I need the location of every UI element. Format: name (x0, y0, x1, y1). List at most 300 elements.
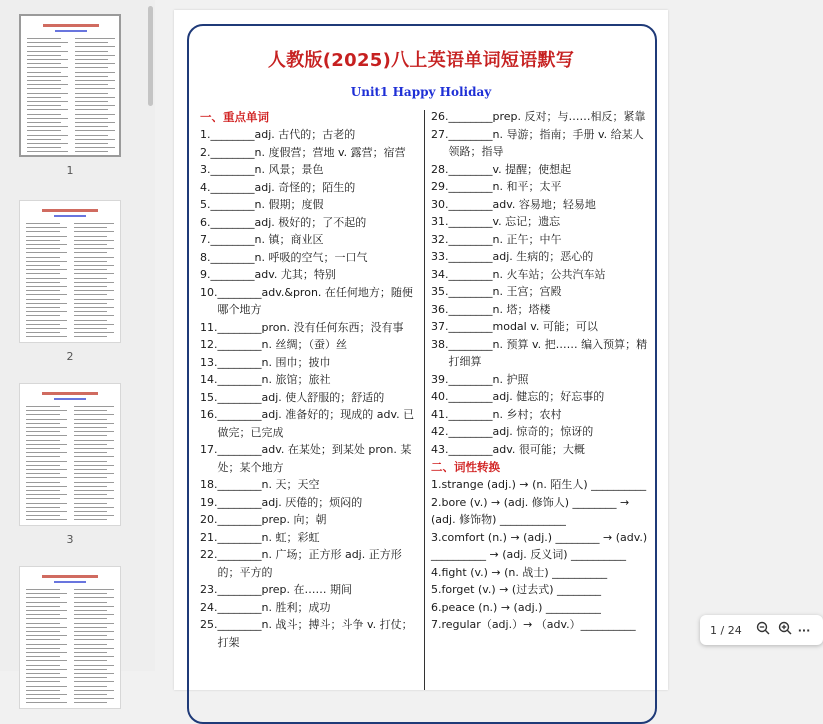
vocab-item-text: ________n. 战斗；搏斗；斗争 v. 打仗；打架 (217, 618, 413, 649)
thumbnail-text-line (74, 290, 114, 291)
vocab-item-number: 1. (200, 128, 211, 141)
thumbnail-text-line (74, 593, 107, 594)
vocab-item-number: 16. (200, 408, 218, 421)
vocab-item-number: 5. (200, 198, 211, 211)
thumbnail-text-line (74, 231, 114, 232)
page-thumbnail[interactable] (19, 383, 121, 546)
thumbnail-page-number: 1 (66, 164, 74, 177)
vocab-item-number: 41. (431, 407, 449, 421)
vocab-item-number: 21. (200, 530, 218, 544)
vocab-item-number: 37. (431, 320, 449, 333)
vocab-item-text: ________n. 预算 v. 把…… 编入预算；精打细算 (448, 337, 648, 368)
page-indicator: 1 / 24 (710, 623, 742, 637)
thumbnail-text-line (74, 660, 107, 661)
word-form-item: 1.strange (adj.) → (n. 陌生人) __________ (431, 478, 647, 491)
thumbnail-text-line (26, 231, 60, 232)
vocab-item-number: 19. (200, 495, 218, 509)
thumbnail-text-line (75, 46, 115, 47)
vocab-item-number: 28. (431, 162, 449, 176)
vocab-item-number: 15. (200, 390, 218, 404)
vocab-item (431, 423, 649, 441)
vocab-item-text: ________n. 假期；度假 (210, 198, 324, 211)
thumbnail-text-line (74, 328, 107, 329)
vocab-item-text: ________n. 胜利；成功 (217, 600, 331, 614)
vocab-item-text: ________modal v. 可能；可以 (448, 320, 598, 333)
vocab-item-text: ________adj. 使人舒服的；舒适的 (217, 390, 385, 404)
thumbnail-text-line (74, 618, 107, 619)
thumbnail-text-line (74, 307, 114, 308)
thumbnail-text-line (26, 282, 60, 283)
thumbnail-text-line (26, 473, 60, 474)
thumbnail-text-line (74, 694, 107, 695)
thumbnail-text-line (74, 631, 114, 632)
thumbnail-text-line (27, 55, 61, 56)
vocab-item (431, 266, 649, 284)
thumbnail-text-line (26, 311, 67, 312)
vocab-item (431, 126, 649, 161)
right-column (431, 108, 649, 634)
thumbnail-text-line (26, 673, 60, 674)
thumbnail-text-line (74, 444, 107, 445)
thumbnail-text-line (75, 143, 108, 144)
vocab-item (431, 388, 649, 406)
vocab-item-text: ________n. 塔；塔楼 (448, 302, 551, 316)
word-form-item: 2.bore (v.) → (adj. 修饰人) ________ → (adj. 修饰物) ____________ (431, 495, 630, 526)
vocab-item (200, 441, 420, 476)
vocab-item (200, 126, 420, 144)
thumbnail-text-line (26, 593, 67, 594)
thumbnail-text-line (27, 114, 61, 115)
thumbnail-text-line (74, 507, 114, 508)
thumbnail-text-line (27, 130, 61, 131)
thumbnail-text-line (26, 614, 60, 615)
thumbnail-text-line (74, 519, 107, 520)
zoom-in-icon[interactable] (774, 621, 796, 639)
vocab-item-number: 23. (200, 583, 218, 596)
thumbnail-text-line (26, 677, 67, 678)
vocab-item (431, 336, 649, 371)
thumbnail-text-line (26, 315, 60, 316)
thumbnail-text-line (26, 486, 67, 487)
vocab-item (431, 108, 649, 126)
thumbnail-text-line (74, 427, 107, 428)
vocab-item-text: ________v. 提醒；使想起 (448, 162, 572, 176)
thumbnail-text-line (26, 257, 60, 258)
thumbnail-text-line (26, 660, 67, 661)
thumbnail-text-line (26, 307, 60, 308)
thumbnail-subtitle-line (54, 215, 86, 217)
thumbnail-text-line (75, 147, 115, 148)
thumbnail-text-line (74, 494, 107, 495)
vocab-item-text: ________adv. 容易地；轻易地 (448, 197, 596, 211)
zoom-out-icon[interactable] (752, 621, 774, 639)
thumbnail-text-line (26, 265, 60, 266)
document-page (174, 10, 668, 690)
vocab-item-text: ________n. 乡村；农村 (448, 407, 562, 421)
thumbnail-text-line (74, 623, 114, 624)
thumbnail-text-line (26, 498, 60, 499)
page-thumbnail[interactable] (19, 200, 121, 363)
thumbnail-text-line (26, 423, 60, 424)
thumbnail-text-line (27, 147, 61, 148)
thumbnail-text-line (27, 126, 68, 127)
vocab-item-number: 35. (431, 285, 449, 298)
thumbnail-text-line (75, 118, 108, 119)
document-viewer (155, 0, 811, 671)
thumbnail-subtitle-line (54, 398, 86, 400)
thumbnail-text-line (75, 151, 108, 152)
thumbnail-text-line (26, 681, 60, 682)
thumbnail-text-line (26, 589, 60, 590)
vocab-item-text: ________n. 广场；正方形 adj. 正方形的；平方的 (217, 548, 402, 579)
thumbnail-text-line (26, 406, 60, 407)
thumbnail-text-line (74, 410, 107, 411)
vocab-item-number: 20. (200, 513, 218, 526)
vocab-item-number: 9. (200, 268, 211, 281)
thumbnail-title-line (42, 392, 98, 395)
vocab-item (200, 266, 420, 284)
vocab-item-number: 7. (200, 233, 211, 246)
vocab-item-number: 38. (431, 337, 449, 351)
vocab-item-text: ________adj. 健忘的；好忘事的 (448, 390, 605, 403)
thumbnail-text-line (74, 606, 114, 607)
thumbnail-text-line (75, 105, 115, 106)
vocab-item-text: ________n. 导游；指南；手册 v. 给某人领路；指导 (448, 127, 644, 158)
thumbnail-text-line (26, 328, 67, 329)
thumbnail-text-line (74, 465, 114, 466)
thumbnail-text-line (74, 669, 107, 670)
word-form-item: 7.regular（adj.）→ （adv.）__________ (431, 618, 636, 631)
thumbnail-text-line (27, 84, 68, 85)
thumbnail-text-line (26, 448, 60, 449)
vocab-item (200, 231, 420, 249)
thumbnail-text-line (27, 139, 61, 140)
thumbnail-text-line (74, 315, 114, 316)
thumbnail-text-line (75, 88, 115, 89)
vocab-item-number: 11. (200, 320, 218, 334)
vocab-item-number: 43. (431, 442, 449, 456)
thumbnail-text-line (26, 227, 67, 228)
thumbnail-text-line (26, 299, 60, 300)
thumbnail-text-line (27, 42, 68, 43)
thumbnail-text-line (74, 435, 107, 436)
thumbnail-subtitle-line (55, 30, 87, 32)
thumbnail-text-line (74, 627, 107, 628)
thumbnail-text-line (75, 130, 115, 131)
vocab-item (200, 144, 420, 162)
vocab-item (200, 196, 420, 214)
thumbnail-text-line (74, 477, 107, 478)
sidebar-scrollbar[interactable] (148, 6, 153, 106)
thumbnail-text-line (26, 303, 67, 304)
thumbnail-text-line (75, 84, 108, 85)
thumbnail-text-line (26, 444, 67, 445)
thumbnail-page-number: 2 (66, 350, 74, 363)
thumbnail-text-line (75, 135, 108, 136)
thumbnail-preview[interactable] (19, 200, 121, 343)
thumbnail-text-line (74, 635, 107, 636)
thumbnail-text-line (26, 648, 60, 649)
thumbnail-text-line (74, 223, 114, 224)
vocab-item-number: 25. (200, 618, 218, 631)
thumbnail-text-line (75, 67, 108, 68)
thumbnail-text-line (74, 469, 107, 470)
thumbnail-text-line (26, 606, 60, 607)
left-column (200, 108, 420, 651)
thumbnail-page-number: 3 (66, 533, 74, 546)
vocab-item (200, 179, 420, 197)
thumbnail-title-line (42, 575, 98, 578)
thumbnail-text-line (26, 440, 60, 441)
thumbnail-text-line (75, 93, 108, 94)
thumbnail-text-line (75, 55, 115, 56)
thumbnail-text-line (27, 38, 61, 39)
thumbnail-text-line (74, 448, 114, 449)
thumbnail-text-line (74, 269, 107, 270)
vocab-item (200, 581, 420, 599)
column-divider (424, 110, 425, 690)
thumbnail-text-line (27, 97, 61, 98)
vocab-item-text: ________adj. 准备好的；现成的 adv. 已做完；已完成 (217, 408, 415, 439)
vocab-item-text: ________adj. 生病的；恶心的 (448, 250, 594, 263)
vocab-item (200, 616, 420, 651)
thumbnail-text-line (74, 252, 107, 253)
thumbnail-text-line (75, 114, 115, 115)
vocab-item-text: ________n. 风景；景色 (210, 163, 324, 176)
word-form-item: 6.peace (n.) → (adj.) __________ (431, 600, 601, 614)
thumbnail-text-line (26, 427, 67, 428)
thumbnail-text-line (74, 320, 107, 321)
thumbnail-text-line (74, 440, 114, 441)
thumbnail-text-line (74, 511, 107, 512)
thumbnail-preview[interactable] (19, 383, 121, 526)
thumbnail-text-line (26, 336, 67, 337)
thumbnail-text-line (74, 294, 107, 295)
thumbnail-text-line (26, 431, 60, 432)
vocab-item (431, 301, 649, 319)
vocab-item-text: ________n. 天；天空 (217, 478, 320, 491)
thumbnail-text-line (74, 282, 114, 283)
vocab-item-text: ________adj. 奇怪的；陌生的 (210, 180, 356, 194)
thumbnail-text-line (75, 42, 108, 43)
thumbnail-text-line (26, 602, 67, 603)
thumbnail-text-line (74, 644, 107, 645)
vocab-item (431, 406, 649, 424)
thumbnail-title-line (43, 24, 99, 27)
thumbnail-text-line (75, 59, 108, 60)
thumbnail-text-line (26, 240, 60, 241)
vocab-item-number: 30. (431, 197, 449, 211)
thumbnail-text-line (74, 681, 114, 682)
thumbnail-text-line (74, 257, 114, 258)
vocab-item (200, 476, 420, 494)
thumbnail-text-line (74, 602, 107, 603)
thumbnail-text-line (27, 151, 68, 152)
thumbnail-text-line (26, 320, 67, 321)
vocab-item-number: 2. (200, 145, 211, 159)
thumbnail-text-line (75, 97, 115, 98)
thumbnail-text-line (26, 294, 67, 295)
unit-title: Unit1 Happy Holiday (350, 85, 492, 99)
thumbnail-text-line (27, 76, 68, 77)
thumbnail-text-line (74, 452, 107, 453)
thumbnail-text-line (26, 269, 67, 270)
thumbnail-text-line (27, 59, 68, 60)
vocab-item-number: 12. (200, 338, 218, 351)
vocab-item-text: ________n. 旅馆；旅社 (217, 373, 331, 386)
thumbnail-text-line (74, 423, 114, 424)
thumbnail-text-line (74, 227, 107, 228)
vocab-item-number: 36. (431, 302, 449, 316)
thumbnail-text-line (26, 477, 67, 478)
thumbnail-text-line (26, 461, 67, 462)
vocab-item (200, 161, 420, 179)
vocab-item (200, 389, 420, 407)
thumbnail-text-line (27, 88, 61, 89)
thumbnail-text-line (26, 652, 67, 653)
thumbnail-text-line (26, 507, 60, 508)
section-title-word-forms: 二、词性转换 (431, 460, 500, 474)
vocab-item-number: 3. (200, 163, 211, 176)
thumbnail-text-line (26, 635, 67, 636)
vocab-item-number: 6. (200, 215, 211, 229)
vocab-item (431, 213, 649, 231)
vocab-item-text: ________pron. 没有任何东西；没有事 (217, 320, 404, 334)
thumbnail-text-line (26, 686, 67, 687)
thumbnail-text-line (74, 648, 114, 649)
vocab-item (200, 354, 420, 372)
thumbnail-text-line (74, 677, 107, 678)
thumbnail-text-line (74, 336, 107, 337)
vocab-item-text: ________adv.&pron. 在任何地方；随便哪个地方 (217, 285, 413, 316)
thumbnail-text-line (26, 503, 67, 504)
thumbnail-text-line (26, 618, 67, 619)
word-form-item: 3.comfort (n.) → (adj.) ________ → (adv.) __________ → (adj. 反义词) __________ (431, 530, 648, 561)
vocab-item-number: 42. (431, 425, 449, 438)
thumbnail-text-line (26, 515, 60, 516)
vocab-item-number: 40. (431, 390, 449, 403)
thumbnail-text-line (26, 223, 60, 224)
thumbnail-text-line (74, 299, 114, 300)
thumbnail-text-line (74, 332, 114, 333)
vocab-item-number: 27. (431, 127, 449, 141)
vocab-item-number: 26. (431, 110, 449, 123)
thumbnail-text-line (75, 63, 115, 64)
thumbnail-text-line (74, 652, 107, 653)
thumbnail-text-line (74, 498, 114, 499)
thumbnail-text-line (27, 143, 68, 144)
thumbnail-text-line (26, 236, 67, 237)
thumbnail-text-line (74, 698, 114, 699)
thumbnail-text-line (26, 656, 60, 657)
thumbnail-text-line (26, 410, 67, 411)
thumbnail-text-line (26, 414, 60, 415)
more-icon[interactable]: ··· (797, 623, 811, 637)
thumbnail-text-line (74, 406, 114, 407)
thumbnail-text-line (26, 452, 67, 453)
thumbnail-text-line (74, 673, 114, 674)
thumbnail-text-line (75, 72, 115, 73)
thumbnail-text-line (74, 702, 107, 703)
vocab-item-number: 17. (200, 443, 218, 456)
thumbnail-text-line (27, 80, 61, 81)
thumbnail-text-line (74, 690, 114, 691)
thumbnail-text-line (75, 80, 115, 81)
thumbnail-text-line (26, 669, 67, 670)
thumbnail-text-line (26, 290, 60, 291)
thumbnail-sidebar (0, 0, 155, 671)
vocab-item-number: 31. (431, 215, 449, 228)
vocab-item-number: 22. (200, 548, 218, 561)
vocab-item (200, 406, 420, 441)
thumbnail-text-line (74, 473, 114, 474)
thumbnail-text-line (26, 644, 67, 645)
thumbnail-text-line (74, 236, 107, 237)
vocab-item-text: ________n. 围巾；披巾 (217, 355, 331, 369)
thumbnail-text-line (26, 465, 60, 466)
vocab-item-text: ________n. 度假营；营地 v. 露营；宿营 (210, 145, 406, 159)
page-thumbnail[interactable] (19, 14, 121, 177)
thumbnail-text-line (74, 261, 107, 262)
thumbnail-text-line (74, 244, 107, 245)
thumbnail-text-line (26, 597, 60, 598)
zoom-toolbar (700, 615, 823, 645)
vocab-item-number: 4. (200, 180, 211, 194)
vocab-item-number: 14. (200, 373, 218, 386)
vocab-item (431, 283, 649, 301)
thumbnail-text-line (74, 665, 114, 666)
vocab-item-text: ________adj. 惊奇的；惊讶的 (448, 425, 594, 438)
vocab-item-text: ________adj. 厌倦的；烦闷的 (217, 495, 363, 509)
thumbnail-text-line (75, 101, 108, 102)
thumbnail-text-line (26, 519, 67, 520)
thumbnail-preview[interactable] (19, 566, 121, 709)
thumbnail-text-line (26, 665, 60, 666)
vocab-item-number: 10. (200, 285, 218, 299)
thumbnail-text-line (27, 118, 68, 119)
vocab-item (200, 546, 420, 581)
vocab-item (200, 336, 420, 354)
document-title: 人教版(2025)八上英语单词短语默写 (267, 50, 575, 71)
thumbnail-text-line (26, 261, 67, 262)
thumbnail-text-line (26, 273, 60, 274)
vocab-item (200, 494, 420, 512)
thumbnail-text-line (27, 105, 61, 106)
thumbnail-text-line (26, 610, 67, 611)
vocab-item-text: ________adj. 古代的；古老的 (210, 128, 356, 141)
vocab-item-number: 32. (431, 232, 449, 246)
thumbnail-text-line (74, 278, 107, 279)
vocab-item (431, 196, 649, 214)
thumbnail-text-line (26, 639, 60, 640)
vocab-item-number: 18. (200, 478, 218, 491)
thumbnail-text-line (74, 490, 114, 491)
vocab-item (200, 249, 420, 267)
thumbnail-text-line (74, 686, 107, 687)
thumbnail-text-line (26, 494, 67, 495)
thumbnail-text-line (26, 511, 67, 512)
thumbnail-text-line (75, 76, 108, 77)
vocab-item (431, 248, 649, 266)
thumbnail-text-line (74, 240, 114, 241)
thumbnail-preview[interactable] (19, 14, 121, 157)
thumbnail-text-line (27, 63, 61, 64)
thumbnail-text-line (27, 122, 61, 123)
thumbnail-text-line (74, 610, 107, 611)
thumbnail-text-line (74, 589, 114, 590)
vocab-item-text: ________adj. 极好的；了不起的 (210, 215, 367, 229)
page-thumbnail[interactable] (19, 566, 121, 716)
